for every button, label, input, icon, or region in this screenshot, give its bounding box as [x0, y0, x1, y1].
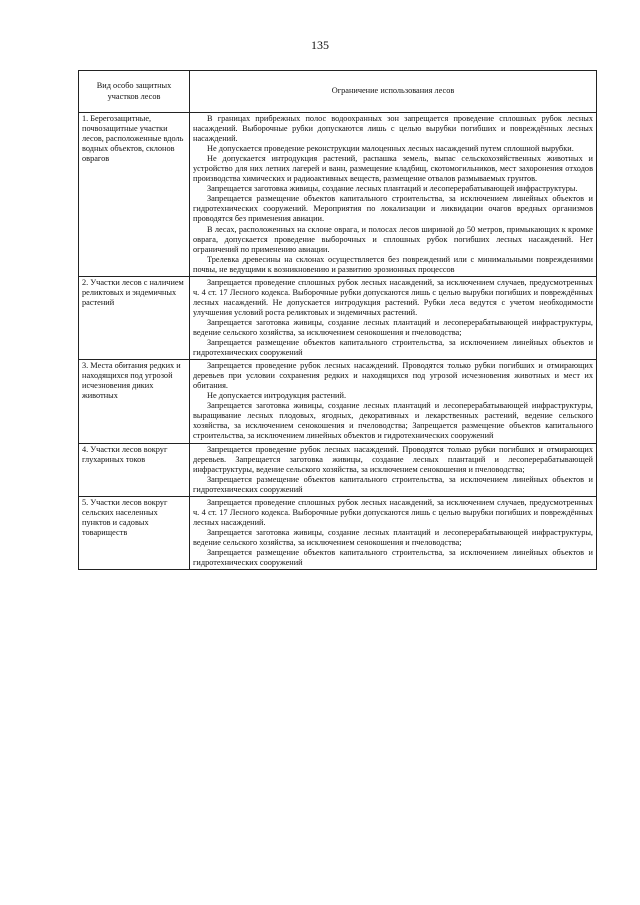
table-header-row — [79, 71, 597, 113]
restriction-paragraph: Трелевка древесины на склонах осуществляется без повреждений или с минимальными повреждениями почвы, не ведущими к возникновению и развитию эрозионных процессов — [193, 254, 593, 274]
restriction-paragraph: Запрещается размещение объектов капитального строительства, за исключением линейных объектов и гидротехнических сооружений — [193, 547, 593, 568]
header-forest-type: Вид особо защитных участков лесов — [79, 71, 190, 113]
restriction-paragraph: Запрещается заготовка живицы, создание лесных плантаций и лесоперерабатывающей инфраструктуры, выращивание лесных плодовых, ягодных, декоративных и лекарственных растений, ведение сельского хозяйства, за исключением сенокошения и пчеловодства; Запрещается размещение объектов капитального строительства, за исключением линейных объектов и гидротехнических сооружений — [193, 401, 593, 441]
forest-type-cell: 2. Участки лесов с наличием реликтовых и эндемичных растений — [79, 276, 190, 359]
restriction-paragraph: Запрещается проведение рубок лесных насаждений. Проводятся только рубки погибших и отмирающих деревьев. Запрещается заготовка живицы, создание лесных плантаций и лесоперерабатывающей инфраструктуры, ведение сельского хозяйства, за исключением сенокошения и пчеловодства; — [193, 444, 593, 474]
table-row — [79, 113, 597, 277]
restriction-cell — [190, 360, 597, 443]
restriction-paragraph: В границах прибрежных полос водоохранных зон запрещается проведение сплошных рубок лесных насаждений. Выборочные рубки допускаются лишь с целью вырубки погибших и повреждённых лесных насаждений. — [193, 114, 593, 144]
page-number: 135 — [311, 38, 329, 52]
restriction-paragraph: Запрещается размещение объектов капитального строительства, за исключением линейных объектов и гидротехнических сооружений — [193, 474, 593, 494]
table-body — [79, 113, 597, 570]
restriction-cell — [190, 276, 597, 359]
restriction-paragraph: Запрещается проведение рубок лесных насаждений. Проводятся только рубки погибших и отмирающих деревьев при условии сохранения редких и находящихся под угрозой исчезновения животных и мест их обитания. — [193, 361, 593, 391]
restriction-cell — [190, 496, 597, 569]
restriction-paragraph: Не допускается интродукция растений. — [207, 391, 347, 401]
restriction-paragraph: Не допускается проведение реконструкции малоценных лесных насаждений путем сплошной вырубки. — [207, 144, 574, 154]
forest-type-cell: 4. Участки лесов вокруг глухариных токов — [79, 443, 190, 496]
table-row — [79, 360, 597, 443]
forest-type-cell: 5. Участки лесов вокруг сельских населенных пунктов и садовых товариществ — [79, 496, 190, 569]
restriction-cell — [190, 443, 597, 496]
restriction-paragraph: В лесах, расположенных на склоне оврага, и полосах лесов шириной до 50 метров, примыкающих к кромке оврага, допускается проведение выборочных и сплошных рубок погибших лесных насаждений. Нет ограничений по применению авиации. — [193, 224, 593, 254]
restriction-paragraph: Запрещается проведение сплошных рубок лесных насаждений, за исключением случаев, предусмотренных ч. 4 ст. 17 Лесного кодекса. Выборочные рубки допускаются лишь с целью вырубки погибших и повреждённых лесных насаждений. — [193, 497, 593, 527]
restriction-paragraph: Запрещается размещение объектов капитального строительства, за исключением линейных объектов и гидротехнических сооружений — [193, 338, 593, 358]
forest-type-cell: 3. Места обитания редких и находящихся под угрозой исчезновения диких животных — [79, 360, 190, 443]
restriction-cell — [190, 113, 597, 277]
header-restriction: Ограничение использования лесов — [190, 71, 597, 113]
restrictions-table — [78, 70, 597, 570]
table-row — [79, 276, 597, 359]
forest-type-cell: 1. Берегозащитные, почвозащитные участки лесов, расположенные вдоль водных объектов, склонов оврагов — [79, 113, 190, 277]
restriction-paragraph: Запрещается размещение объектов капитального строительства, за исключением линейных объектов и гидротехнических сооружений. Мероприятия по локализации и ликвидации очагов вредных организмов проводятся без применения авиации. — [193, 194, 593, 224]
restriction-paragraph: Запрещается проведение сплошных рубок лесных насаждений, за исключением случаев, предусмотренных ч. 4 ст. 17 Лесного кодекса. Выборочные рубки допускаются лишь с целью вырубки погибших и повреждённых лесных насаждений. Не допускается интродукция растений. Рубки леса ведутся с учетом необходимости улучшения условий роста реликтовых и эндемичных растений. — [193, 277, 593, 317]
table-row — [79, 443, 597, 496]
restriction-paragraph: Не допускается интродукция растений, распашка земель, выпас сельскохозяйственных животных и устройство для них летних лагерей и ванн, размещение кладбищ, скотомогильников, мест захоронения отходов производства химических и радиоактивных веществ, размещение отвалов размываемых грунтов. — [193, 154, 593, 184]
table-row — [79, 496, 597, 569]
restriction-paragraph: Запрещается заготовка живицы, создание лесных плантаций и лесоперерабатывающей инфраструктуры. — [207, 184, 578, 194]
restriction-paragraph: Запрещается заготовка живицы, создание лесных плантаций и лесоперерабатывающей инфраструктуры, ведение сельского хозяйства, за исключением сенокошения и пчеловодства; — [193, 527, 593, 547]
restriction-paragraph: Запрещается заготовка живицы, создание лесных плантаций и лесоперерабатывающей инфраструктуры, ведение сельского хозяйства, за исключением сенокошения и пчеловодства; — [193, 317, 593, 337]
